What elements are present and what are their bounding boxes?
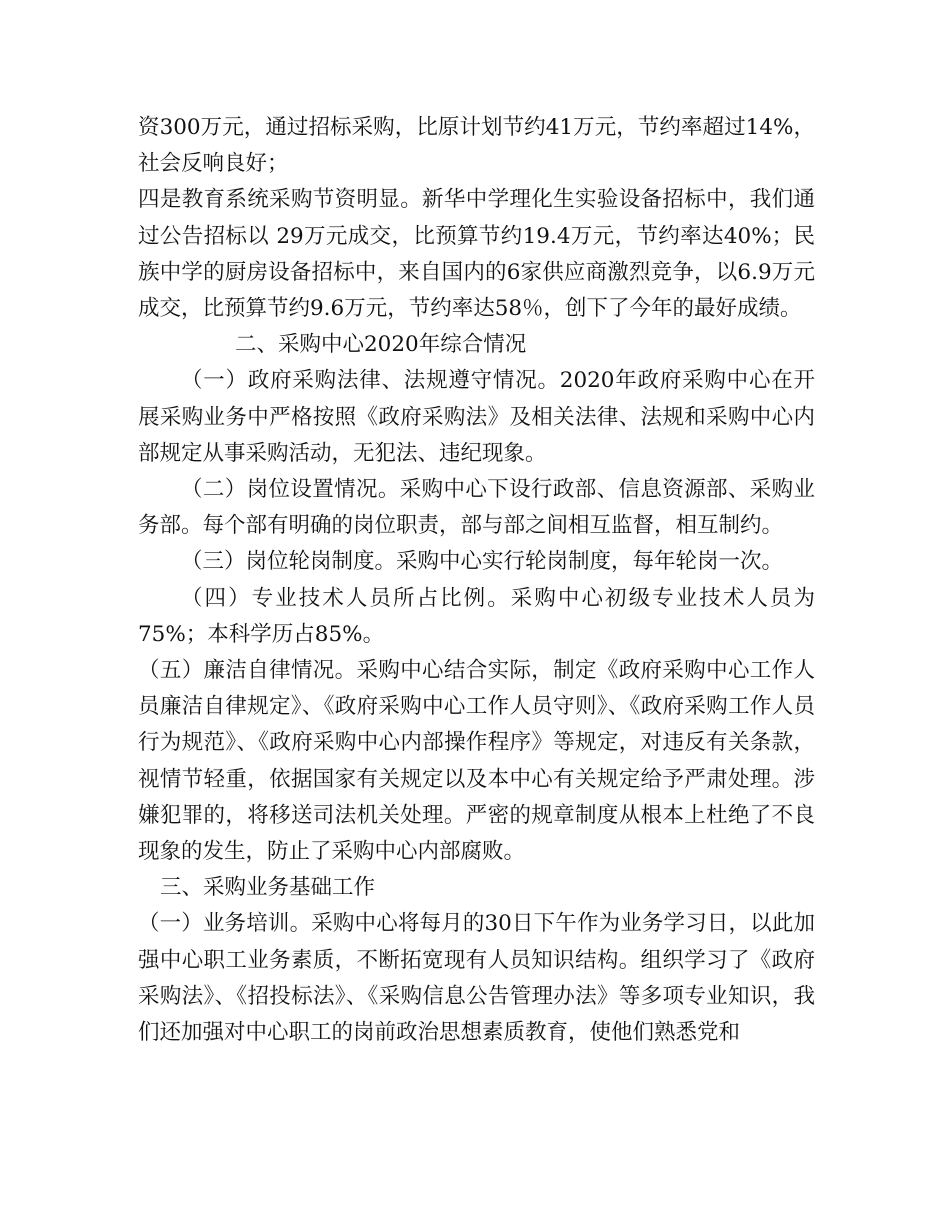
paragraph-law-compliance: （一）政府采购法律、法规遵守情况。2020年政府采购中心在开展采购业务中严格按照《政府采购法》及相关法律、法规和采购中心内部规定从事采购活动，无犯法、违纪现象。 (138, 368, 815, 466)
paragraph-education-savings: 四是教育系统采购节资明显。新华中学理化生实验设备招标中，我们通过公告招标以 29万元成交，比预算节约19.4万元，节约率达40%；民族中学的厨房设备招标中，来自国内的6家供应商激烈竞争，以6.9万元成交，比预算节约9.6万元，节约率达58％，创下了今年的最好成绩。 (138, 187, 815, 322)
section-heading-2: 二、采购中心2020年综合情况 (235, 332, 527, 358)
paragraph-staff-ratio: （四）专业技术人员所占比例。采购中心初级专业技术人员为75%；本科学历占85%。 (138, 585, 815, 647)
paragraph-rotation: （三）岗位轮岗制度。采购中心实行轮岗制度，每年轮岗一次。 (181, 549, 784, 575)
document-body (138, 110, 815, 1051)
paragraph-training: （一）业务培训。采购中心将每月的30日下午作为业务学习日，以此加强中心职工业务素质，不断拓宽现有人员知识结构。组织学习了《政府采购法》、《招投标法》、《采购信息公告管理办法》等多项专业知识，我们还加强对中心职工的岗前政治思想素质教育，使他们熟悉党和 (138, 911, 815, 1046)
paragraph-post-setup: （二）岗位设置情况。采购中心下设行政部、信息资源部、采购业务部。每个部有明确的岗位职责，部与部之间相互监督，相互制约。 (138, 477, 815, 539)
paragraph-continuation: 资300万元，通过招标采购，比原计划节约41万元，节约率超过14%，社会反响良好； (138, 115, 815, 177)
paragraph-integrity: （五）廉洁自律情况。采购中心结合实际，制定《政府采购中心工作人员廉洁自律规定》、《政府采购中心工作人员守则》、《政府采购工作人员行为规范》、《政府采购中心内部操作程序》等规定，对违反有关条款，视情节轻重，依据国家有关规定以及本中心有关规定给予严肃处理。涉嫌犯罪的，将移送司法机关处理。严密的规章制度从根本上杜绝了不良现象的发生，防止了采购中心内部腐败。 (138, 658, 815, 865)
section-heading-3: 三、采购业务基础工作 (160, 875, 376, 901)
